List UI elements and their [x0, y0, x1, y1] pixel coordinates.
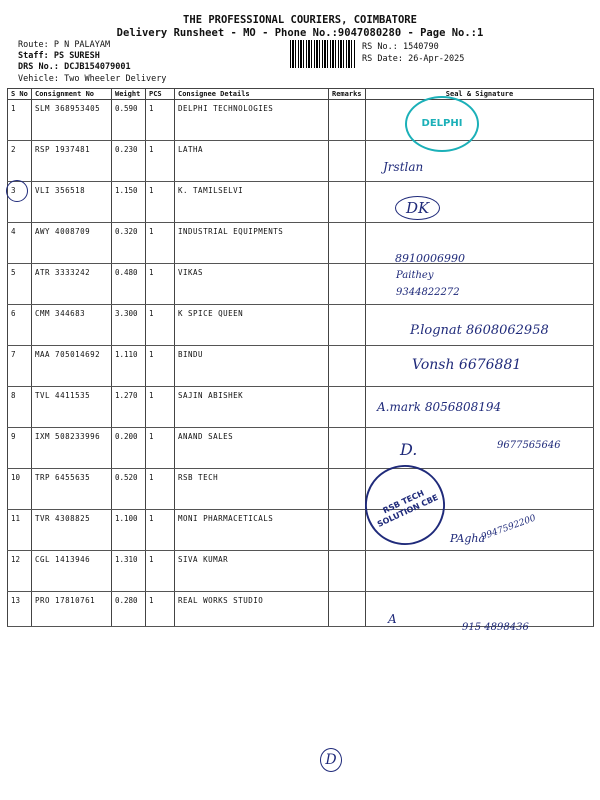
- row-pcs: 1: [146, 387, 175, 428]
- route-value: P N PALAYAM: [53, 40, 111, 50]
- col-signature: Seal & Signature: [366, 89, 594, 100]
- row-pcs: 1: [146, 428, 175, 469]
- drs-value: DCJB154079001: [64, 62, 131, 72]
- row-consignment: TRP 6455635: [32, 469, 112, 510]
- row-signature: [366, 100, 594, 141]
- row-weight: 1.110: [112, 346, 146, 387]
- row-weight: 1.150: [112, 182, 146, 223]
- col-consignee: Consignee Details: [175, 89, 329, 100]
- row-sno: 7: [8, 346, 32, 387]
- rs-date-value: 26-Apr-2025: [408, 54, 465, 64]
- row-pcs: 1: [146, 551, 175, 592]
- signature-row7: Vonsh 6676881: [412, 357, 522, 373]
- row-consignment: CGL 1413946: [32, 551, 112, 592]
- row-signature: [366, 551, 594, 592]
- row-consignment: IXM 508233996: [32, 428, 112, 469]
- signature-row9-mark: D.: [400, 440, 418, 459]
- row-consignee: DELPHI TECHNOLOGIES: [175, 100, 329, 141]
- row-consignee: K SPICE QUEEN: [175, 305, 329, 346]
- table-row: [8, 141, 594, 182]
- drs-line: DRS No.: DCJB154079001: [18, 62, 131, 72]
- signature-row3-mark: DK: [395, 196, 440, 220]
- row-weight: 0.280: [112, 592, 146, 627]
- row-sno: 8: [8, 387, 32, 428]
- row-pcs: 1: [146, 469, 175, 510]
- row-weight: 1.100: [112, 510, 146, 551]
- row-consignment: SLM 368953405: [32, 100, 112, 141]
- phone-row5: 9344822272: [396, 287, 460, 298]
- bottom-mark: D: [320, 748, 342, 772]
- row-sno: 12: [8, 551, 32, 592]
- row-sno: 9: [8, 428, 32, 469]
- row-weight: 1.310: [112, 551, 146, 592]
- company-title: THE PROFESSIONAL COURIERS, COIMBATORE: [183, 14, 417, 26]
- row-remarks: [329, 428, 366, 469]
- signature-row11: PAgha: [450, 532, 486, 545]
- row-consignee: ANAND SALES: [175, 428, 329, 469]
- row-sno: 13: [8, 592, 32, 627]
- row-weight: 1.270: [112, 387, 146, 428]
- signature-row2: Jrstlan: [383, 160, 424, 174]
- row-sno: 10: [8, 469, 32, 510]
- row-pcs: 1: [146, 264, 175, 305]
- vehicle-line: Vehicle: Two Wheeler Delivery: [18, 74, 167, 84]
- table-row: [8, 469, 594, 510]
- staff-line: Staff: PS SURESH: [18, 51, 100, 61]
- row-remarks: [329, 100, 366, 141]
- row-consignee: REAL WORKS STUDIO: [175, 592, 329, 627]
- row-remarks: [329, 264, 366, 305]
- col-sno: S No: [8, 89, 32, 100]
- row-remarks: [329, 469, 366, 510]
- row-pcs: 1: [146, 510, 175, 551]
- row-weight: 0.200: [112, 428, 146, 469]
- row-consignee: SIVA KUMAR: [175, 551, 329, 592]
- row-pcs: 1: [146, 182, 175, 223]
- row-sno: 6: [8, 305, 32, 346]
- row-consignee: INDUSTRIAL EQUIPMENTS: [175, 223, 329, 264]
- row-remarks: [329, 182, 366, 223]
- row-consignment: VLI 356518: [32, 182, 112, 223]
- phone-row4: 8910006990: [395, 252, 465, 265]
- table-row: [8, 223, 594, 264]
- row-weight: 0.320: [112, 223, 146, 264]
- phone-row13: 915 4898436: [462, 622, 529, 633]
- row-consignment: TVR 4308825: [32, 510, 112, 551]
- row-weight: 0.520: [112, 469, 146, 510]
- row-sno: 1: [8, 100, 32, 141]
- row-consignee: SAJIN ABISHEK: [175, 387, 329, 428]
- route-line: Route: P N PALAYAM: [18, 40, 111, 50]
- row-weight: 3.300: [112, 305, 146, 346]
- row-pcs: 1: [146, 141, 175, 182]
- row-consignment: PRO 17810761: [32, 592, 112, 627]
- row3-circle-mark: [6, 180, 28, 202]
- rs-no-value: 1540790: [402, 42, 439, 52]
- row-consignment: ATR 3333242: [32, 264, 112, 305]
- row-remarks: [329, 387, 366, 428]
- row-weight: 0.230: [112, 141, 146, 182]
- phone-row9: 9677565646: [497, 440, 561, 451]
- row-remarks: [329, 551, 366, 592]
- row-consignment: AWY 4008709: [32, 223, 112, 264]
- row-weight: 0.480: [112, 264, 146, 305]
- row-sno: 11: [8, 510, 32, 551]
- row-remarks: [329, 223, 366, 264]
- row-remarks: [329, 510, 366, 551]
- row-consignment: CMM 344683: [32, 305, 112, 346]
- table-row: [8, 264, 594, 305]
- rsb-stamp-text: RSB TECH SOLUTION CBE: [375, 488, 440, 529]
- row-sno: 4: [8, 223, 32, 264]
- row-remarks: [329, 346, 366, 387]
- delphi-stamp-text: DELPHI: [421, 118, 463, 129]
- col-remarks: Remarks: [329, 89, 366, 100]
- table-row: [8, 100, 594, 141]
- signature-row13-mark: A: [388, 612, 397, 626]
- signature-row5: Paithey: [396, 270, 434, 281]
- delphi-stamp: [405, 96, 479, 152]
- col-weight: Weight: [112, 89, 146, 100]
- row-remarks: [329, 141, 366, 182]
- rs-date-line: RS Date: 26-Apr-2025: [362, 54, 465, 64]
- row-consignee: BINDU: [175, 346, 329, 387]
- row-remarks: [329, 305, 366, 346]
- row-remarks: [329, 592, 366, 627]
- row-consignment: RSP 1937481: [32, 141, 112, 182]
- rs-no-line: RS No.: 1540790: [362, 42, 439, 52]
- row-pcs: 1: [146, 100, 175, 141]
- phone-row11: 9947592200: [480, 513, 538, 543]
- row-consignee: LATHA: [175, 141, 329, 182]
- table-row: [8, 387, 594, 428]
- row-weight: 0.590: [112, 100, 146, 141]
- row-pcs: 1: [146, 592, 175, 627]
- row-pcs: 1: [146, 223, 175, 264]
- barcode: [290, 40, 356, 68]
- col-pcs: PCS: [146, 89, 175, 100]
- table-row: [8, 551, 594, 592]
- row-sno: 5: [8, 264, 32, 305]
- row-sno: 3: [8, 182, 32, 223]
- runsheet-subtitle: Delivery Runsheet - MO - Phone No.:9047080280 - Page No.:1: [116, 27, 484, 39]
- col-consignment: Consignment No: [32, 89, 112, 100]
- vehicle-value: Two Wheeler Delivery: [64, 74, 167, 84]
- row-consignment: TVL 4411535: [32, 387, 112, 428]
- row-pcs: 1: [146, 346, 175, 387]
- row-consignee: RSB TECH: [175, 469, 329, 510]
- row-consignee: VIKAS: [175, 264, 329, 305]
- row-consignee: K. TAMILSELVI: [175, 182, 329, 223]
- row-consignee: MONI PHARMACETICALS: [175, 510, 329, 551]
- table-header-row: [8, 89, 594, 100]
- signature-row8: A.mark 8056808194: [377, 400, 502, 414]
- row-consignment: MAA 705014692: [32, 346, 112, 387]
- staff-value: PS SURESH: [53, 51, 100, 61]
- row-pcs: 1: [146, 305, 175, 346]
- signature-row6: P.lognat 8608062958: [410, 323, 549, 338]
- table-row: [8, 182, 594, 223]
- row-sno: 2: [8, 141, 32, 182]
